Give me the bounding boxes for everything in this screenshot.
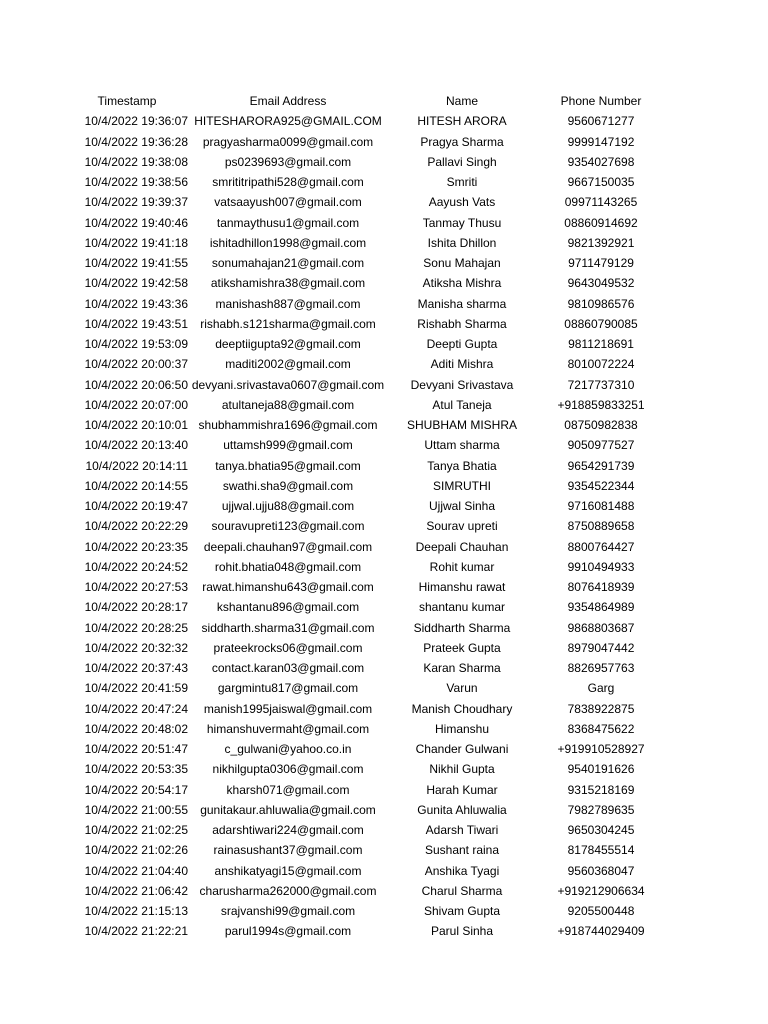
email-cell: atultaneja88@gmail.com	[221, 397, 355, 412]
timestamp-cell: 10/4/2022 19:40:46	[84, 215, 188, 230]
table-row	[66, 800, 666, 820]
table-row	[66, 618, 666, 638]
table-row	[66, 476, 666, 496]
email-cell: ishitadhillon1998@gmail.com	[209, 235, 367, 250]
header-row	[66, 91, 666, 111]
table-row	[66, 192, 666, 212]
table-row	[66, 597, 666, 617]
email-cell: nikhilgupta0306@gmail.com	[212, 762, 364, 777]
timestamp-cell: 10/4/2022 21:02:25	[84, 823, 188, 838]
email-cell: vatsaayush007@gmail.com	[214, 195, 362, 210]
phone-cell: 08860914692	[564, 215, 638, 230]
timestamp-cell: 10/4/2022 19:41:18	[84, 235, 188, 250]
phone-cell: 9650304245	[567, 823, 635, 838]
name-cell: Himanshu	[434, 721, 490, 736]
timestamp-cell: 10/4/2022 21:00:55	[84, 802, 188, 817]
phone-cell: 7838922875	[567, 701, 635, 716]
name-cell: Ishita Dhillon	[427, 235, 497, 250]
timestamp-cell: 10/4/2022 20:22:29	[84, 519, 188, 534]
table-row	[66, 172, 666, 192]
name-cell: Sourav upreti	[426, 519, 498, 534]
email-cell: tanmaythusu1@gmail.com	[216, 215, 360, 230]
timestamp-cell: 10/4/2022 20:00:37	[84, 357, 188, 372]
name-cell: Prateek Gupta	[423, 640, 501, 655]
timestamp-cell: 10/4/2022 20:32:32	[84, 640, 188, 655]
email-cell: manish1995jaiswal@gmail.com	[203, 701, 373, 716]
name-cell: Tanya Bhatia	[427, 458, 497, 473]
table-row	[66, 719, 666, 739]
email-cell: HITESHARORA925@GMAIL.COM	[194, 114, 382, 129]
timestamp-cell: 10/4/2022 20:53:35	[84, 762, 188, 777]
timestamp-cell: 10/4/2022 20:10:01	[84, 418, 188, 433]
name-cell: Aditi Mishra	[430, 357, 494, 372]
name-cell: Varun	[446, 681, 478, 696]
email-cell: srajvanshi99@gmail.com	[220, 904, 356, 919]
name-cell: Atul Taneja	[432, 397, 492, 412]
phone-cell: +919910528927	[557, 742, 645, 757]
name-cell: Pallavi Singh	[427, 154, 497, 169]
timestamp-cell: 10/4/2022 21:22:21	[84, 924, 188, 939]
phone-cell: 9716081488	[567, 499, 635, 514]
timestamp-cell: 10/4/2022 21:04:40	[84, 863, 188, 878]
timestamp-cell: 10/4/2022 19:36:28	[84, 134, 188, 149]
table-row	[66, 881, 666, 901]
name-cell: Anshika Tyagi	[424, 863, 500, 878]
phone-cell: 8750889658	[567, 519, 635, 534]
phone-cell: 9354864989	[567, 600, 635, 615]
email-cell: kharsh071@gmail.com	[226, 782, 350, 797]
table-row	[66, 152, 666, 172]
phone-cell: 9667150035	[567, 175, 635, 190]
table-row	[66, 111, 666, 131]
timestamp-cell: 10/4/2022 20:28:25	[84, 620, 188, 635]
email-cell: kshantanu896@gmail.com	[216, 600, 360, 615]
table-row	[66, 213, 666, 233]
timestamp-cell: 10/4/2022 20:14:11	[85, 458, 188, 473]
table-row	[66, 921, 666, 941]
table-row	[66, 820, 666, 840]
email-cell: himanshuvermaht@gmail.com	[206, 721, 370, 736]
email-cell: atikshamishra38@gmail.com	[210, 276, 366, 291]
phone-header: Phone Number	[560, 94, 642, 109]
email-cell: deepali.chauhan97@gmail.com	[203, 539, 373, 554]
email-cell: gunitakaur.ahluwalia@gmail.com	[200, 802, 376, 817]
email-cell: charusharma262000@gmail.com	[199, 883, 377, 898]
name-cell: Shivam Gupta	[423, 904, 501, 919]
timestamp-cell: 10/4/2022 21:06:42	[84, 883, 188, 898]
name-cell: Adarsh Tiwari	[425, 823, 499, 838]
name-cell: Sonu Mahajan	[423, 256, 501, 271]
table-row	[66, 557, 666, 577]
name-cell: Deepti Gupta	[426, 337, 498, 352]
phone-cell: 09971143265	[564, 195, 638, 210]
phone-cell: 9643049532	[567, 276, 635, 291]
table-row	[66, 496, 666, 516]
phone-cell: 9811218691	[568, 337, 634, 352]
table-row	[66, 658, 666, 678]
timestamp-cell: 10/4/2022 19:43:36	[84, 296, 188, 311]
email-cell: smrititripathi528@gmail.com	[212, 175, 364, 190]
timestamp-cell: 10/4/2022 20:37:43	[84, 661, 188, 676]
phone-cell: 08750982838	[564, 418, 638, 433]
phone-cell: 8979047442	[567, 640, 635, 655]
email-cell: rawat.himanshu643@gmail.com	[202, 580, 374, 595]
phone-cell: 9540191626	[567, 762, 635, 777]
timestamp-cell: 10/4/2022 20:24:52	[84, 559, 188, 574]
timestamp-cell: 10/4/2022 20:06:50	[84, 377, 188, 392]
table-row	[66, 840, 666, 860]
name-cell: Karan Sharma	[423, 661, 501, 676]
email-header: Email Address	[249, 94, 327, 109]
timestamp-cell: 10/4/2022 19:38:56	[84, 175, 188, 190]
table-row	[66, 233, 666, 253]
email-cell: anshikatyagi15@gmail.com	[214, 863, 362, 878]
email-cell: rishabh.s121sharma@gmail.com	[200, 316, 376, 331]
name-cell: Pragya Sharma	[420, 134, 504, 149]
phone-cell: 08860790085	[564, 316, 638, 331]
phone-cell: 9205500448	[567, 904, 635, 919]
name-cell: Tanmay Thusu	[422, 215, 502, 230]
name-cell: Nikhil Gupta	[429, 762, 495, 777]
email-cell: manishash887@gmail.com	[215, 296, 361, 311]
phone-cell: 9560671277	[567, 114, 635, 129]
email-cell: swathi.sha9@gmail.com	[222, 478, 354, 493]
phone-cell: 9560368047	[567, 863, 635, 878]
name-cell: Himanshu rawat	[418, 580, 506, 595]
phone-cell: 9354522344	[567, 478, 635, 493]
phone-cell: Garg	[587, 681, 615, 696]
phone-cell: 7982789635	[567, 802, 635, 817]
email-cell: devyani.srivastava0607@gmail.com	[191, 377, 385, 392]
table-row	[66, 759, 666, 779]
name-cell: Uttam sharma	[424, 438, 500, 453]
name-header: Name	[445, 94, 478, 109]
timestamp-cell: 10/4/2022 20:13:40	[84, 438, 188, 453]
email-cell: souravupreti123@gmail.com	[211, 519, 365, 534]
email-cell: adarshtiwari224@gmail.com	[212, 823, 364, 838]
table-row	[66, 334, 666, 354]
timestamp-cell: 10/4/2022 19:43:51	[84, 316, 188, 331]
table-row	[66, 132, 666, 152]
name-cell: Manish Choudhary	[411, 701, 513, 716]
timestamp-cell: 10/4/2022 20:48:02	[84, 721, 188, 736]
email-cell: parul1994s@gmail.com	[224, 924, 352, 939]
email-cell: uttamsh999@gmail.com	[223, 438, 353, 453]
timestamp-header: Timestamp	[97, 94, 157, 109]
phone-cell: 7217737310	[567, 377, 635, 392]
email-cell: siddharth.sharma31@gmail.com	[201, 620, 375, 635]
table-row	[66, 739, 666, 759]
table-row	[66, 375, 666, 395]
table-row	[66, 861, 666, 881]
table-body	[66, 111, 666, 941]
name-cell: Chander Gulwani	[415, 742, 509, 757]
email-cell: sonumahajan21@gmail.com	[211, 256, 365, 271]
timestamp-cell: 10/4/2022 19:42:58	[84, 276, 188, 291]
phone-cell: 9810986576	[567, 296, 635, 311]
timestamp-cell: 10/4/2022 21:15:13	[84, 904, 188, 919]
email-cell: pragyasharma0099@gmail.com	[202, 134, 374, 149]
timestamp-cell: 10/4/2022 20:41:59	[84, 681, 188, 696]
name-cell: Atiksha Mishra	[422, 276, 502, 291]
phone-cell: 8178455514	[567, 843, 635, 858]
phone-cell: 9654291739	[567, 458, 635, 473]
phone-cell: 9821392921	[567, 235, 635, 250]
timestamp-cell: 10/4/2022 19:38:08	[84, 154, 188, 169]
table-row	[66, 253, 666, 273]
phone-cell: 9711479129	[568, 256, 634, 271]
email-cell: rainasushant37@gmail.com	[213, 843, 363, 858]
name-cell: Parul Sinha	[430, 924, 494, 939]
table-row	[66, 415, 666, 435]
phone-cell: 8826957763	[567, 661, 635, 676]
name-cell: Rishabh Sharma	[417, 316, 507, 331]
name-cell: Smriti	[446, 175, 478, 190]
name-cell: Sushant raina	[424, 843, 500, 858]
timestamp-cell: 10/4/2022 19:53:09	[84, 337, 188, 352]
timestamp-cell: 10/4/2022 20:27:53	[84, 580, 188, 595]
email-cell: ujjwal.ujju88@gmail.com	[221, 499, 355, 514]
table-row	[66, 901, 666, 921]
name-cell: Gunita Ahluwalia	[417, 802, 507, 817]
email-cell: contact.karan03@gmail.com	[211, 661, 365, 676]
email-cell: maditi2002@gmail.com	[225, 357, 351, 372]
table-row	[66, 273, 666, 293]
name-cell: Aayush Vats	[428, 195, 496, 210]
email-cell: ps0239693@gmail.com	[224, 154, 352, 169]
email-cell: deeptiigupta92@gmail.com	[215, 337, 361, 352]
phone-cell: 9999147192	[567, 134, 635, 149]
name-cell: Deepali Chauhan	[415, 539, 509, 554]
timestamp-cell: 10/4/2022 20:23:35	[84, 539, 188, 554]
table-row	[66, 699, 666, 719]
name-cell: Harah Kumar	[426, 782, 498, 797]
responses-table	[66, 91, 666, 942]
table-row	[66, 516, 666, 536]
timestamp-cell: 10/4/2022 20:51:47	[84, 742, 188, 757]
name-cell: Rohit kumar	[429, 559, 495, 574]
email-cell: rohit.bhatia048@gmail.com	[214, 559, 362, 574]
email-cell: tanya.bhatia95@gmail.com	[215, 458, 361, 473]
phone-cell: 9868803687	[567, 620, 635, 635]
phone-cell: +918859833251	[557, 397, 645, 412]
phone-cell: 8800764427	[567, 539, 635, 554]
table-row	[66, 435, 666, 455]
name-cell: SIMRUTHI	[433, 478, 491, 493]
timestamp-cell: 10/4/2022 19:41:55	[84, 256, 188, 271]
timestamp-cell: 10/4/2022 20:54:17	[84, 782, 188, 797]
timestamp-cell: 10/4/2022 19:36:07	[84, 114, 188, 129]
timestamp-cell: 10/4/2022 21:02:26	[84, 843, 188, 858]
table-row	[66, 294, 666, 314]
phone-cell: 9354027698	[567, 154, 635, 169]
phone-cell: +918744029409	[557, 924, 645, 939]
phone-cell: +919212906634	[557, 883, 645, 898]
name-cell: Devyani Srivastava	[410, 377, 514, 392]
table-row	[66, 780, 666, 800]
timestamp-cell: 10/4/2022 20:47:24	[84, 701, 188, 716]
email-cell: gargmintu817@gmail.com	[217, 681, 359, 696]
phone-cell: 8010072224	[567, 357, 635, 372]
phone-cell: 8368475622	[567, 721, 635, 736]
name-cell: SHUBHAM MISHRA	[406, 418, 517, 433]
name-cell: Siddharth Sharma	[413, 620, 511, 635]
table-row	[66, 395, 666, 415]
table-row	[66, 456, 666, 476]
phone-cell: 9050977527	[567, 438, 635, 453]
timestamp-cell: 10/4/2022 20:07:00	[84, 397, 188, 412]
phone-cell: 9910494933	[567, 559, 635, 574]
table-row	[66, 638, 666, 658]
email-cell: prateekrocks06@gmail.com	[213, 640, 363, 655]
timestamp-cell: 10/4/2022 20:19:47	[84, 499, 188, 514]
name-cell: shantanu kumar	[418, 600, 506, 615]
email-cell: shubhammishra1696@gmail.com	[198, 418, 378, 433]
table-row	[66, 537, 666, 557]
name-cell: HITESH ARORA	[417, 114, 507, 129]
table-row	[66, 577, 666, 597]
name-cell: Charul Sharma	[421, 883, 503, 898]
timestamp-cell: 10/4/2022 20:14:55	[84, 478, 188, 493]
table-row	[66, 678, 666, 698]
name-cell: Ujjwal Sinha	[428, 499, 496, 514]
email-cell: c_gulwani@yahoo.co.in	[224, 742, 352, 757]
timestamp-cell: 10/4/2022 19:39:37	[84, 195, 188, 210]
table-row	[66, 314, 666, 334]
table-row	[66, 354, 666, 374]
phone-cell: 8076418939	[567, 580, 635, 595]
name-cell: Manisha sharma	[417, 296, 507, 311]
phone-cell: 9315218169	[567, 782, 635, 797]
timestamp-cell: 10/4/2022 20:28:17	[84, 600, 188, 615]
